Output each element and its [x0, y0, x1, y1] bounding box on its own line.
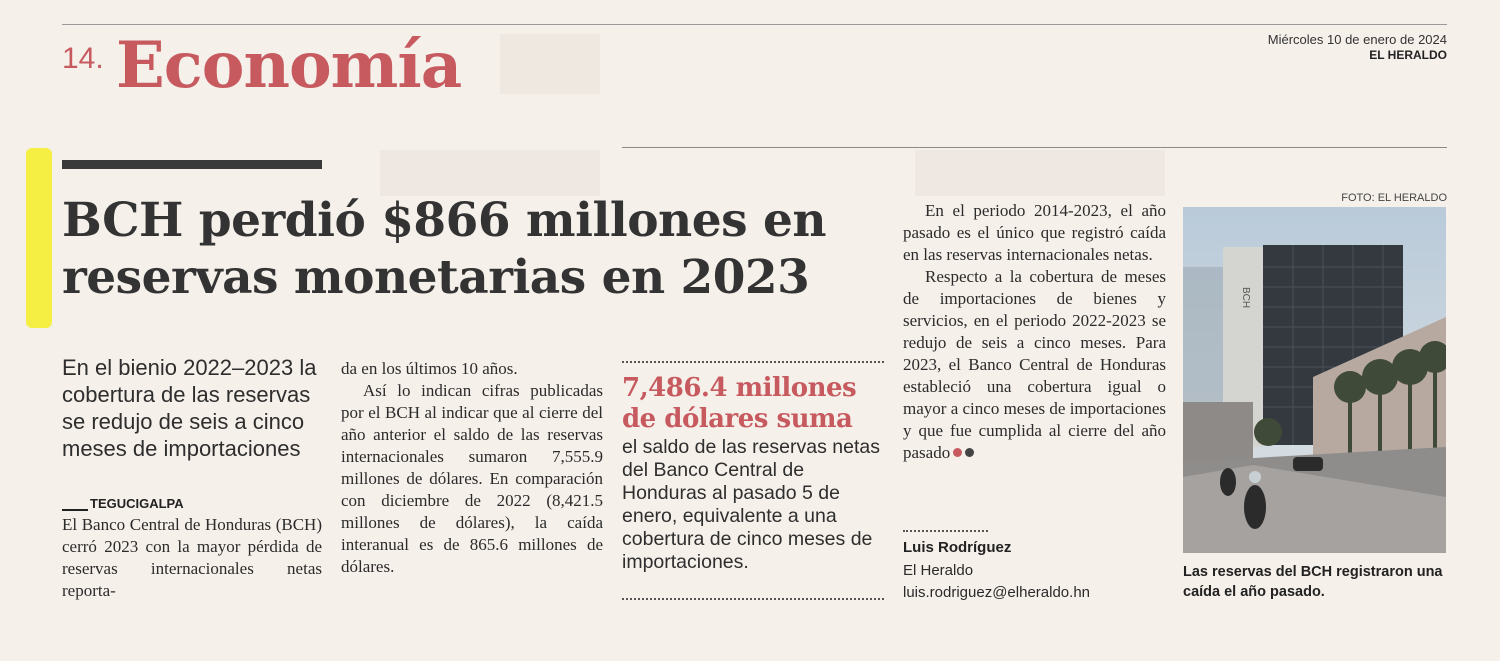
- building-sign: BCH: [1240, 287, 1251, 309]
- page-number: 14.: [62, 42, 104, 75]
- lede: En el bienio 2022–2023 la cobertura de las reservas se redujo de seis a cinco meses de importaciones: [62, 355, 317, 461]
- highlighter-mark: [26, 148, 52, 328]
- newspaper-name: EL HERALDO: [1369, 48, 1447, 62]
- byline-email: luis.rodriguez@elheraldo.hn: [903, 584, 1091, 601]
- body-paragraph-last: [903, 266, 1166, 464]
- top-rule: [62, 24, 1447, 25]
- headline: [62, 192, 862, 306]
- dateline: [62, 496, 184, 511]
- body-paragraph: da en los últimos 10 años.: [341, 359, 518, 378]
- end-mark-icon: [965, 448, 974, 457]
- byline-author: Luis Rodríguez: [903, 539, 1012, 556]
- section-title: Economía: [116, 28, 462, 103]
- body-column-2: [341, 358, 603, 578]
- article-photo: [1183, 207, 1446, 553]
- column-rule: [622, 147, 1447, 148]
- byline-outlet: El Heraldo: [903, 562, 974, 579]
- bch-building-photo: [1183, 207, 1446, 553]
- pull-quote-figure: 7,486.4 millones de dólares suma: [622, 373, 857, 434]
- headline-bar: [62, 160, 322, 169]
- body-column-1: [62, 514, 322, 602]
- headline-line-1: BCH perdió $866 millones en: [62, 193, 827, 248]
- issue-date: Miércoles 10 de enero de 2024: [1267, 32, 1447, 47]
- bleed-through-shape: [915, 150, 1165, 196]
- low-building: [1183, 402, 1253, 462]
- bleed-through-shape: [500, 34, 600, 94]
- byline-rule: [903, 530, 988, 532]
- end-mark-icon: [953, 448, 962, 457]
- headline-line-2: reservas monetarias en 2023: [62, 250, 810, 305]
- photo-caption: Las reservas del BCH registraron una caída el año pasado.: [1183, 564, 1443, 600]
- bleed-through-shape: [380, 150, 600, 196]
- pull-quote-bottom-rule: [622, 598, 884, 600]
- pull-quote-top-rule: [622, 361, 884, 363]
- body-paragraph: El Banco Central de Honduras (BCH) cerró 2023 con la mayor pérdida de reservas internacionales netas reporta-: [62, 515, 322, 600]
- pull-quote-text: el saldo de las reservas netas del Banco Central de Honduras al pasado 5 de enero, equivalente a una cobertura de cinco meses de importaciones.: [622, 436, 880, 573]
- body-paragraph: Así lo indican cifras publicadas por el BCH al indicar que al cierre del año anterior el saldo de las reservas internacionales sumaron 7,555.9 millones de dólares. En comparación con diciembre de 2022 (8,421.5 millones de dólares), la caída interanual es de 865.6 millones de dólares.: [341, 381, 603, 576]
- dateline-text: TEGUCIGALPA: [90, 496, 184, 511]
- photo-credit: FOTO: EL HERALDO: [1341, 192, 1447, 204]
- body-column-4: [903, 200, 1166, 464]
- body-paragraph: En el periodo 2014-2023, el año pasado es el único que registró caída en las reservas internacionales netas.: [903, 201, 1166, 264]
- body-paragraph-text: Respecto a la cobertura de meses de importaciones de bienes y servicios, en el periodo 2022-2023 se redujo de seis a cinco meses. Para 2023, el Banco Central de Honduras estableció una cobertura igual o mayor a cinco meses de importaciones y que fue cumplida al cierre del año pasado: [903, 267, 1166, 462]
